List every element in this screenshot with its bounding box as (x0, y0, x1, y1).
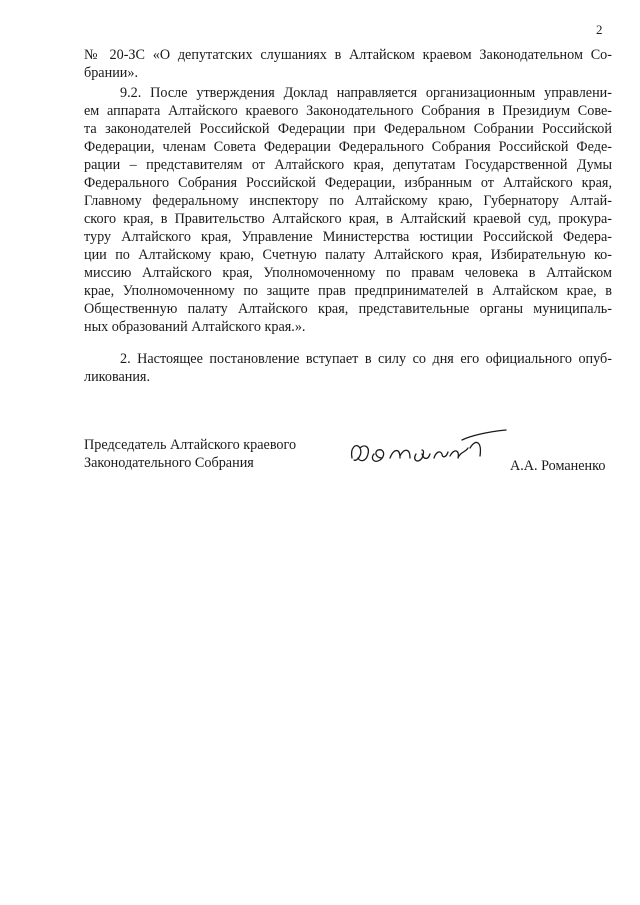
text-line: Федерального Собрания Российской Федерации, избранным от Алтайского края, (84, 175, 612, 191)
text-line: ликования. (84, 369, 151, 385)
page-number: 2 (596, 22, 603, 37)
text-line: туру Алтайского края, Управление Министерства юстиции Российской Федера- (84, 229, 612, 245)
text-line: ем аппарата Алтайского краевого Законодательного Собрания в Президиум Сове- (84, 103, 612, 119)
text-line: миссию Алтайского края, Уполномоченному по правам человека в Алтайском (84, 265, 612, 281)
text-line: крае, Уполномоченному по защите прав предпринимателей в Алтайском крае, в (84, 283, 612, 299)
text-line: Общественную палату Алтайского края, представительные органы муниципаль- (84, 301, 612, 317)
paragraph-effective-date (84, 350, 612, 386)
signatory-name: А.А. Романенко (510, 458, 606, 474)
text-line: ского края, в Правительство Алтайского края, в Алтайский краевой суд, прокура- (84, 211, 612, 227)
text-line: рации – представителям от Алтайского края, депутатам Государственной Думы (84, 157, 612, 173)
text-line: 2. Настоящее постановление вступает в силу со дня его официального опуб- (120, 351, 612, 367)
text-line: брании». (84, 65, 139, 81)
text-line: ных образований Алтайского края.». (84, 319, 306, 335)
signatory-title-line: Председатель Алтайского краевого (84, 437, 297, 453)
paragraph-9-2 (84, 84, 612, 336)
text-line: Главному федеральному инспектору по Алтайскому краю, Губернатору Алтай- (84, 193, 612, 209)
text-line: № 20-ЗС «О депутатских слушаниях в Алтайском краевом Законодательном Со- (84, 47, 612, 63)
signatory-title (84, 436, 296, 472)
handwritten-signature (330, 418, 520, 478)
text-line: та законодателей Российской Федерации при Федеральном Собрании Российской (84, 121, 612, 137)
text-line: 9.2. После утверждения Доклад направляется организационным управлени- (120, 85, 612, 101)
signatory-title-line: Законодательного Собрания (84, 455, 254, 471)
paragraph-continuation (84, 46, 612, 82)
text-line: ции по Алтайскому краю, Счетную палату Алтайского края, Избирательную ко- (84, 247, 612, 263)
text-line: Федерации, членам Совета Федерации Федерального Собрания Российской Феде- (84, 139, 612, 155)
